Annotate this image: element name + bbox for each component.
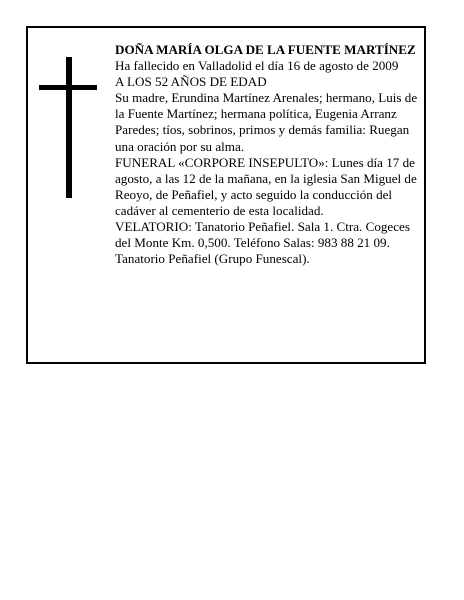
wake-paragraph: VELATORIO: Tanatorio Peñafiel. Sala 1. Ctra. Cogeces del Monte Km. 0,500. Teléfono Salas: 983 88 21 09. xyxy=(115,219,410,251)
funeral-paragraph: FUNERAL «CORPORE INSEPULTO»: Lunes día 17 de agosto, a las 12 de la mañana, en la iglesia San Miguel de Reoyo, de Peñafiel, y acto seguido la conducción del cadáver al cementerio de esta localidad. xyxy=(115,154,417,218)
funeral-home: Tanatorio Peñafiel (Grupo Funescal). xyxy=(115,251,310,267)
cross-vertical-bar xyxy=(66,57,72,198)
obituary-notice xyxy=(26,26,426,364)
deceased-name: DOÑA MARÍA OLGA DE LA FUENTE MARTÍNEZ xyxy=(115,42,416,57)
age-at-death: A LOS 52 AÑOS DE EDAD xyxy=(115,74,267,90)
death-info: Ha fallecido en Valladolid el día 16 de agosto de 2009 xyxy=(115,58,399,74)
family-paragraph: Su madre, Erundina Martínez Arenales; hermano, Luis de la Fuente Martínez; hermana política, Eugenia Arranz Paredes; tíos, sobrinos, primos y demás familia: Ruegan una oración por su alma. xyxy=(115,90,418,154)
cross-horizontal-bar xyxy=(39,85,97,90)
notice-text xyxy=(115,42,423,267)
